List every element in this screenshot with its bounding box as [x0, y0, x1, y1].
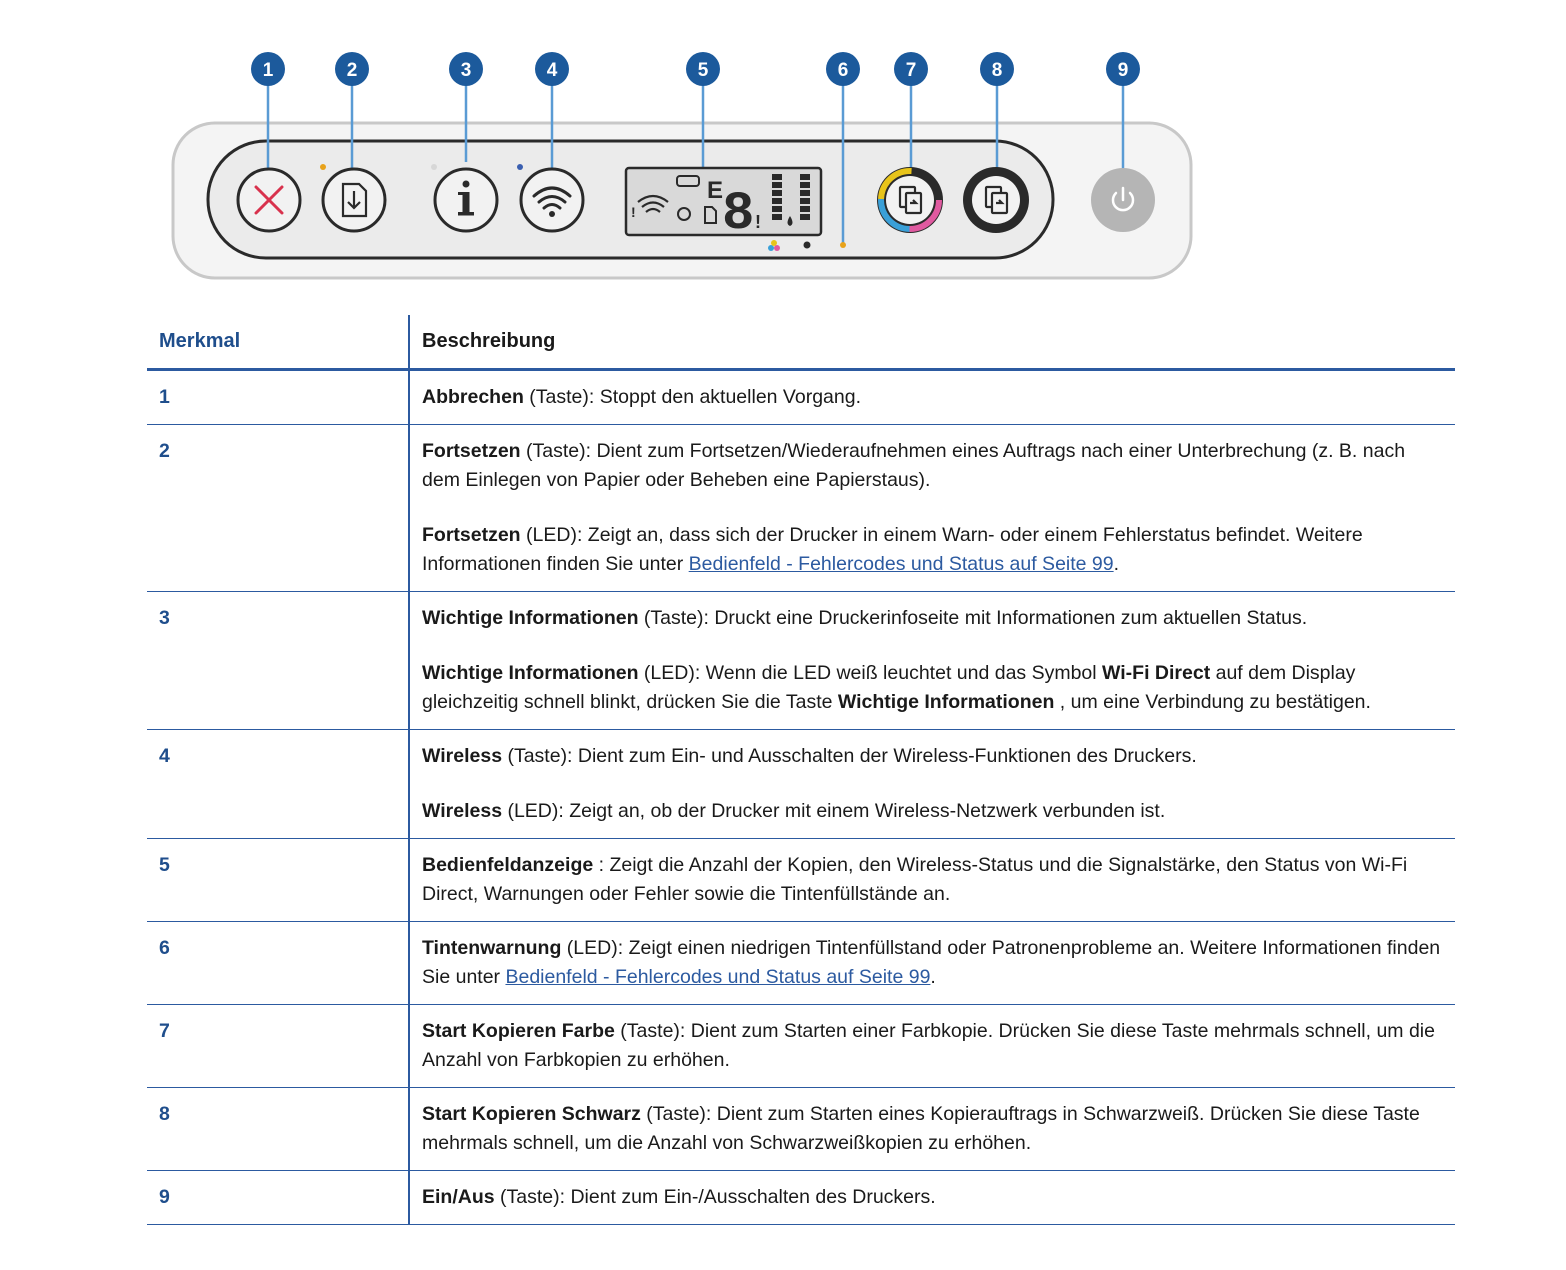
- header-description: Beschreibung: [409, 315, 1455, 370]
- cross-reference-link[interactable]: Bedienfeld - Fehlercodes und Status auf Seite 99: [505, 966, 931, 988]
- feature-term: Abbrechen: [422, 386, 524, 408]
- description-text: : Zeigt die Anzahl der Kopien, den Wireless-Status und die Signalstärke, den Status von Wi-Fi Direct, Warnungen oder Fehler sowie die Tintenfüllstände an.: [422, 854, 1408, 905]
- info-button[interactable]: [435, 169, 497, 231]
- lcd-error-letter: E: [707, 177, 724, 204]
- control-panel-figure: [160, 40, 1210, 290]
- feature-description: [409, 730, 1455, 839]
- table-header-row: [147, 315, 1455, 370]
- feature-number: 2: [147, 425, 409, 592]
- callout-2: [335, 52, 369, 86]
- feature-number: 4: [147, 730, 409, 839]
- description-text: (Taste): Dient zum Starten eines Kopierauftrags in Schwarzweiß. Drücken Sie diese Taste mehrmals schnell, um die Anzahl von Schwarzweißkopien zu erhöhen.: [422, 1103, 1420, 1154]
- header-feature: Merkmal: [147, 315, 409, 370]
- description-paragraph: [422, 604, 1443, 633]
- power-button[interactable]: [1091, 168, 1155, 232]
- description-paragraph: [422, 437, 1443, 495]
- description-text: (Taste): Dient zum Starten einer Farbkopie. Drücken Sie diese Taste mehrmals schnell, um die Anzahl von Farbkopien zu erhöhen.: [422, 1020, 1435, 1071]
- feature-number: 1: [147, 370, 409, 425]
- feature-term: Ein/Aus: [422, 1186, 495, 1208]
- description-paragraph: [422, 1183, 1443, 1212]
- feature-description: [409, 370, 1455, 425]
- table-row: [147, 1088, 1455, 1171]
- color-copy-button[interactable]: [877, 167, 943, 233]
- description-text: (LED): Zeigt an, dass sich der Drucker in einem Warn- oder einem Fehlerstatus befindet. Weitere Informationen finden Sie unter: [422, 524, 1363, 575]
- callout-markers: [251, 52, 1140, 86]
- feature-term: Tintenwarnung: [422, 937, 562, 959]
- cross-reference-link[interactable]: Bedienfeld - Fehlercodes und Status auf Seite 99: [688, 553, 1114, 575]
- svg-text:5: 5: [697, 60, 709, 81]
- description-text: (Taste): Dient zum Ein- und Ausschalten der Wireless-Funktionen des Druckers.: [502, 745, 1197, 767]
- description-text: (Taste): Dient zum Fortsetzen/Wiederaufnehmen eines Auftrags nach einer Unterbrechung (z. B. nach dem Einlegen von Papier oder Beheben eine Papierstaus).: [422, 440, 1406, 491]
- svg-text:1: 1: [262, 60, 274, 81]
- feature-description: [409, 839, 1455, 922]
- feature-description: [409, 1088, 1455, 1171]
- table-row: [147, 592, 1455, 730]
- cancel-button[interactable]: [238, 169, 300, 231]
- feature-number: 7: [147, 1005, 409, 1088]
- description-paragraph: [422, 383, 1443, 412]
- svg-text:2: 2: [346, 60, 358, 81]
- description-text: (Taste): Dient zum Ein-/Ausschalten des Druckers.: [494, 1186, 936, 1208]
- control-panel-illustration: [160, 40, 1210, 290]
- svg-text:9: 9: [1117, 60, 1129, 81]
- callout-9: [1106, 52, 1140, 86]
- description-paragraph: [422, 742, 1443, 771]
- feature-term: Wichtige Informationen: [422, 607, 639, 629]
- wireless-button[interactable]: [521, 169, 583, 231]
- table-row: [147, 1171, 1455, 1225]
- table-row: [147, 425, 1455, 592]
- svg-text:7: 7: [905, 60, 917, 81]
- description-text: (LED): Wenn die LED weiß leuchtet und das Symbol: [638, 662, 1103, 684]
- feature-number: 9: [147, 1171, 409, 1225]
- description-text: (LED): Zeigt an, ob der Drucker mit einem Wireless-Netzwerk verbunden ist.: [502, 800, 1166, 822]
- callout-3: [449, 52, 483, 86]
- feature-number: 3: [147, 592, 409, 730]
- feature-number: 8: [147, 1088, 409, 1171]
- table-row: [147, 922, 1455, 1005]
- callout-7: [894, 52, 928, 86]
- description-text: auf dem Display gleichzeitig schnell blinkt, drücken Sie die Taste: [422, 662, 1356, 713]
- description-text: (Taste): Stoppt den aktuellen Vorgang.: [523, 386, 861, 408]
- info-led: [431, 164, 437, 170]
- table-row: [147, 839, 1455, 922]
- black-ink-indicator: [804, 242, 811, 249]
- feature-table: [147, 315, 1455, 1225]
- svg-text:6: 6: [837, 60, 849, 81]
- feature-term: Bedienfeldanzeige: [422, 854, 594, 876]
- description-text: .: [1113, 553, 1120, 575]
- feature-term: Wichtige Informationen: [422, 662, 639, 684]
- feature-description: [409, 922, 1455, 1005]
- description-text: , um eine Verbindung zu bestätigen.: [1054, 691, 1371, 713]
- feature-term: Wireless: [422, 800, 503, 822]
- wireless-led: [517, 164, 523, 170]
- feature-term: Start Kopieren Farbe: [422, 1020, 615, 1042]
- callout-1: [251, 52, 285, 86]
- feature-number: 5: [147, 839, 409, 922]
- table-row: [147, 370, 1455, 425]
- description-paragraph: [422, 1100, 1443, 1158]
- description-paragraph: [422, 797, 1443, 826]
- table-row: [147, 1005, 1455, 1088]
- svg-text:8: 8: [991, 60, 1003, 81]
- description-text: (LED): Zeigt einen niedrigen Tintenfüllstand oder Patronenprobleme an. Weitere Informationen finden Sie unter: [422, 937, 1441, 988]
- description-paragraph: [422, 1017, 1443, 1075]
- lcd-display: [626, 168, 821, 245]
- feature-number: 6: [147, 922, 409, 1005]
- lcd-warning-glyph: !: [631, 204, 636, 220]
- description-paragraph: [422, 521, 1443, 579]
- feature-description: [409, 1005, 1455, 1088]
- description-text: .: [930, 966, 936, 988]
- feature-description: [409, 592, 1455, 730]
- feature-term: Start Kopieren Schwarz: [422, 1103, 641, 1125]
- description-paragraph: [422, 659, 1443, 717]
- table-row: [147, 730, 1455, 839]
- callout-8: [980, 52, 1014, 86]
- svg-text:4: 4: [546, 60, 558, 81]
- black-copy-button[interactable]: [963, 167, 1029, 233]
- feature-description: [409, 425, 1455, 592]
- lcd-digit: 8: [722, 184, 755, 245]
- feature-description: [409, 1171, 1455, 1225]
- feature-term: Fortsetzen: [422, 524, 521, 546]
- lcd-ink-warning: !: [755, 212, 761, 232]
- feature-term: Fortsetzen: [422, 440, 521, 462]
- resume-led: [320, 164, 326, 170]
- callout-5: [686, 52, 720, 86]
- ink-warning-led: [840, 242, 846, 248]
- feature-term: Wichtige Informationen: [837, 691, 1055, 713]
- svg-text:3: 3: [460, 60, 472, 81]
- callout-4: [535, 52, 569, 86]
- callout-6: [826, 52, 860, 86]
- description-text: (Taste): Druckt eine Druckerinfoseite mit Informationen zum aktuellen Status.: [638, 607, 1308, 629]
- description-paragraph: [422, 851, 1443, 909]
- description-paragraph: [422, 934, 1443, 992]
- table-body: [147, 370, 1455, 1225]
- feature-term: Wi-Fi Direct: [1102, 662, 1211, 684]
- resume-button[interactable]: [323, 169, 385, 231]
- feature-term: Wireless: [422, 745, 503, 767]
